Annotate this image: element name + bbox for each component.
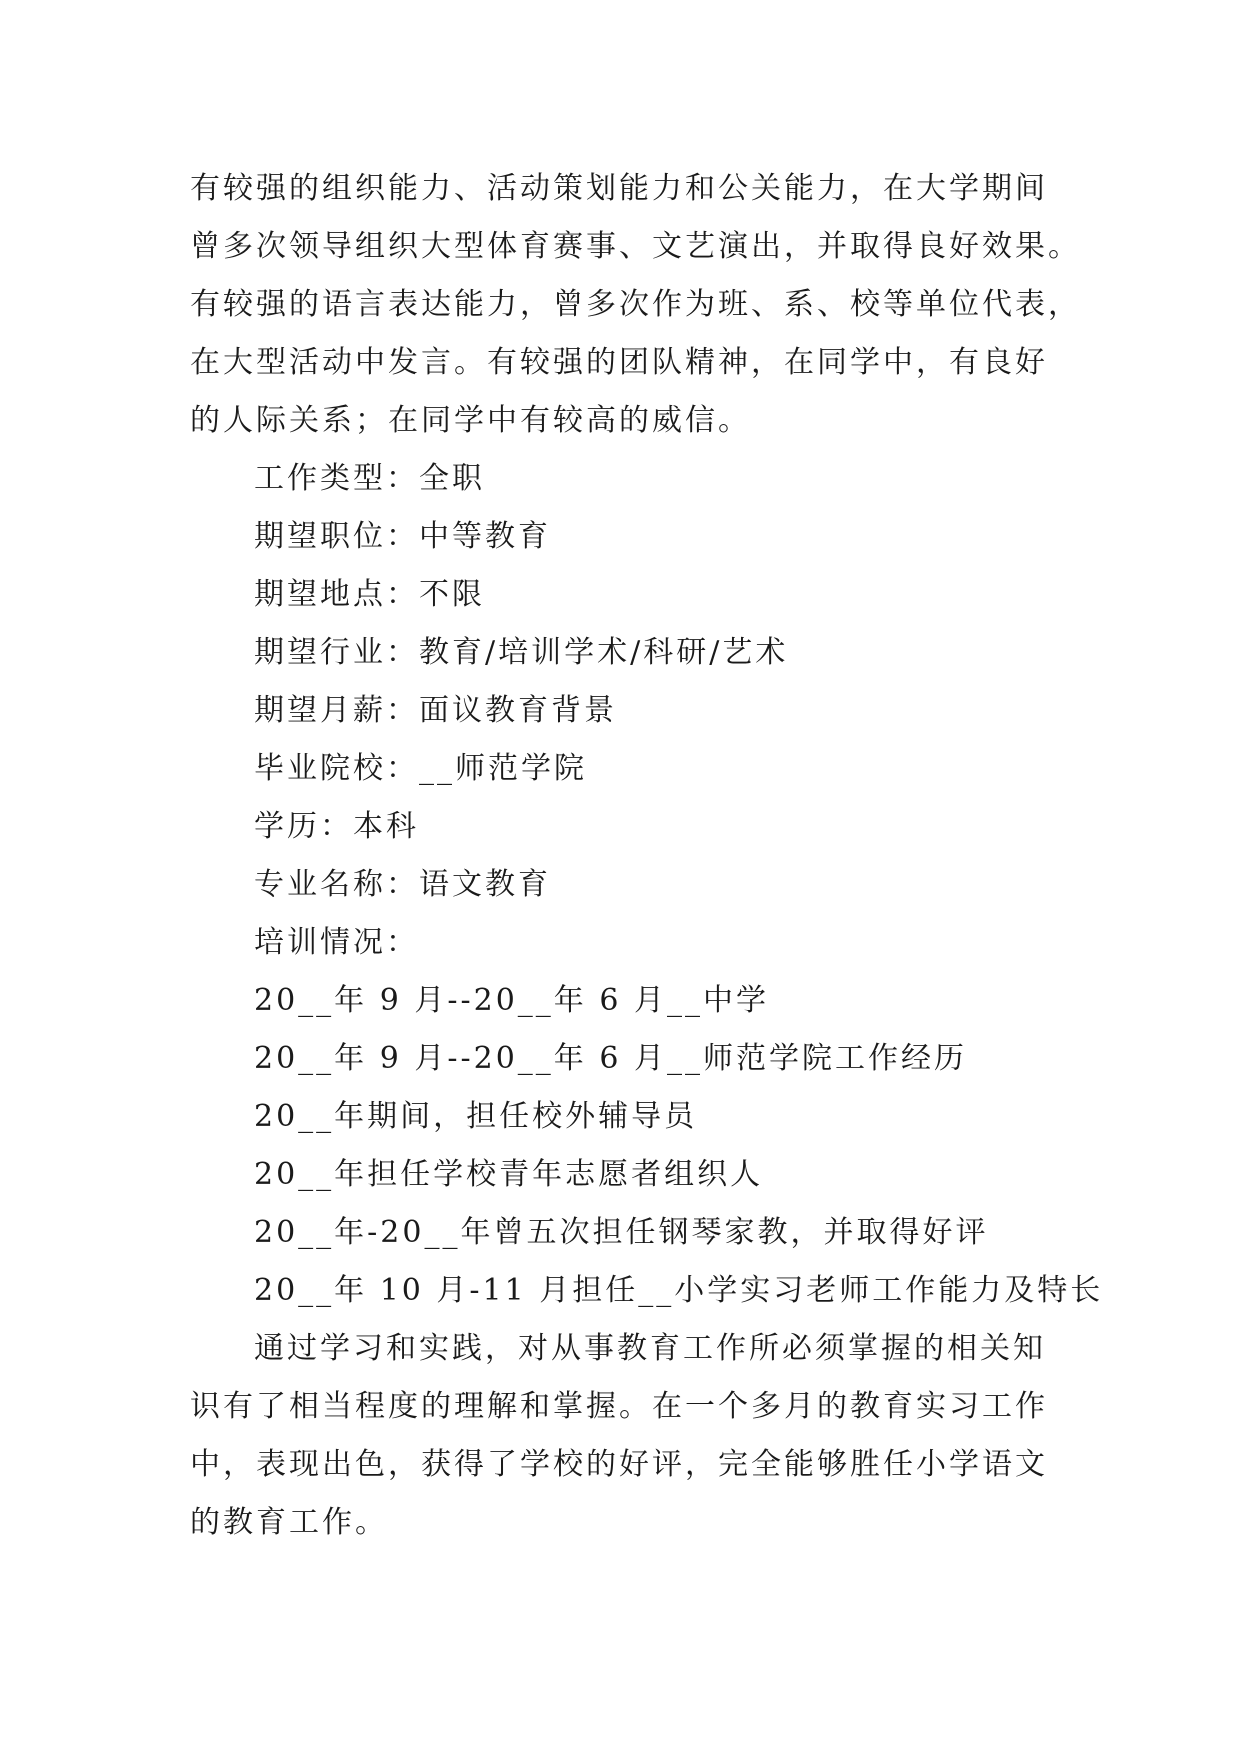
expected-salary: 期望月薪：面议教育背景 [254, 693, 617, 728]
paragraph-skills-line-4: 在大型活动中发言。有较强的团队精神，在同学中，有良好 [190, 345, 1048, 380]
work-entry-1: 20__年期间，担任校外辅导员 [254, 1099, 698, 1134]
paragraph-ability-line-1: 通过学习和实践，对从事教育工作所必须掌握的相关知 [254, 1331, 1046, 1366]
expected-location: 期望地点：不限 [254, 577, 485, 612]
paragraph-ability-line-3: 中，表现出色，获得了学校的好评，完全能够胜任小学语文 [190, 1447, 1048, 1482]
education-degree: 学历：本科 [254, 809, 419, 844]
paragraph-skills-line-5: 的人际关系；在同学中有较高的威信。 [190, 403, 751, 438]
paragraph-skills-line-3: 有较强的语言表达能力，曾多次作为班、系、校等单位代表， [190, 287, 1081, 322]
training-heading: 培训情况： [254, 925, 419, 960]
paragraph-ability-line-2: 识有了相当程度的理解和掌握。在一个多月的教育实习工作 [190, 1389, 1048, 1424]
graduated-school: 毕业院校：__师范学院 [254, 751, 587, 786]
work-entry-3: 20__年-20__年曾五次担任钢琴家教，并取得好评 [254, 1215, 989, 1250]
paragraph-ability-line-4: 的教育工作。 [190, 1505, 388, 1540]
major-name: 专业名称：语文教育 [254, 867, 551, 902]
paragraph-skills-line-1: 有较强的组织能力、活动策划能力和公关能力，在大学期间 [190, 171, 1048, 206]
paragraph-skills-line-2: 曾多次领导组织大型体育赛事、文艺演出，并取得良好效果。 [190, 229, 1081, 264]
training-entry-2: 20__年 9 月--20__年 6 月__师范学院工作经历 [254, 1041, 967, 1076]
expected-position: 期望职位：中等教育 [254, 519, 551, 554]
training-entry-1: 20__年 9 月--20__年 6 月__中学 [254, 983, 769, 1018]
job-type: 工作类型：全职 [254, 461, 485, 496]
work-entry-2: 20__年担任学校青年志愿者组织人 [254, 1157, 764, 1192]
document-body [190, 160, 1104, 1552]
expected-industry: 期望行业：教育/培训学术/科研/艺术 [254, 635, 789, 670]
work-entry-4: 20__年 10 月-11 月担任__小学实习老师工作能力及特长 [254, 1273, 1104, 1308]
